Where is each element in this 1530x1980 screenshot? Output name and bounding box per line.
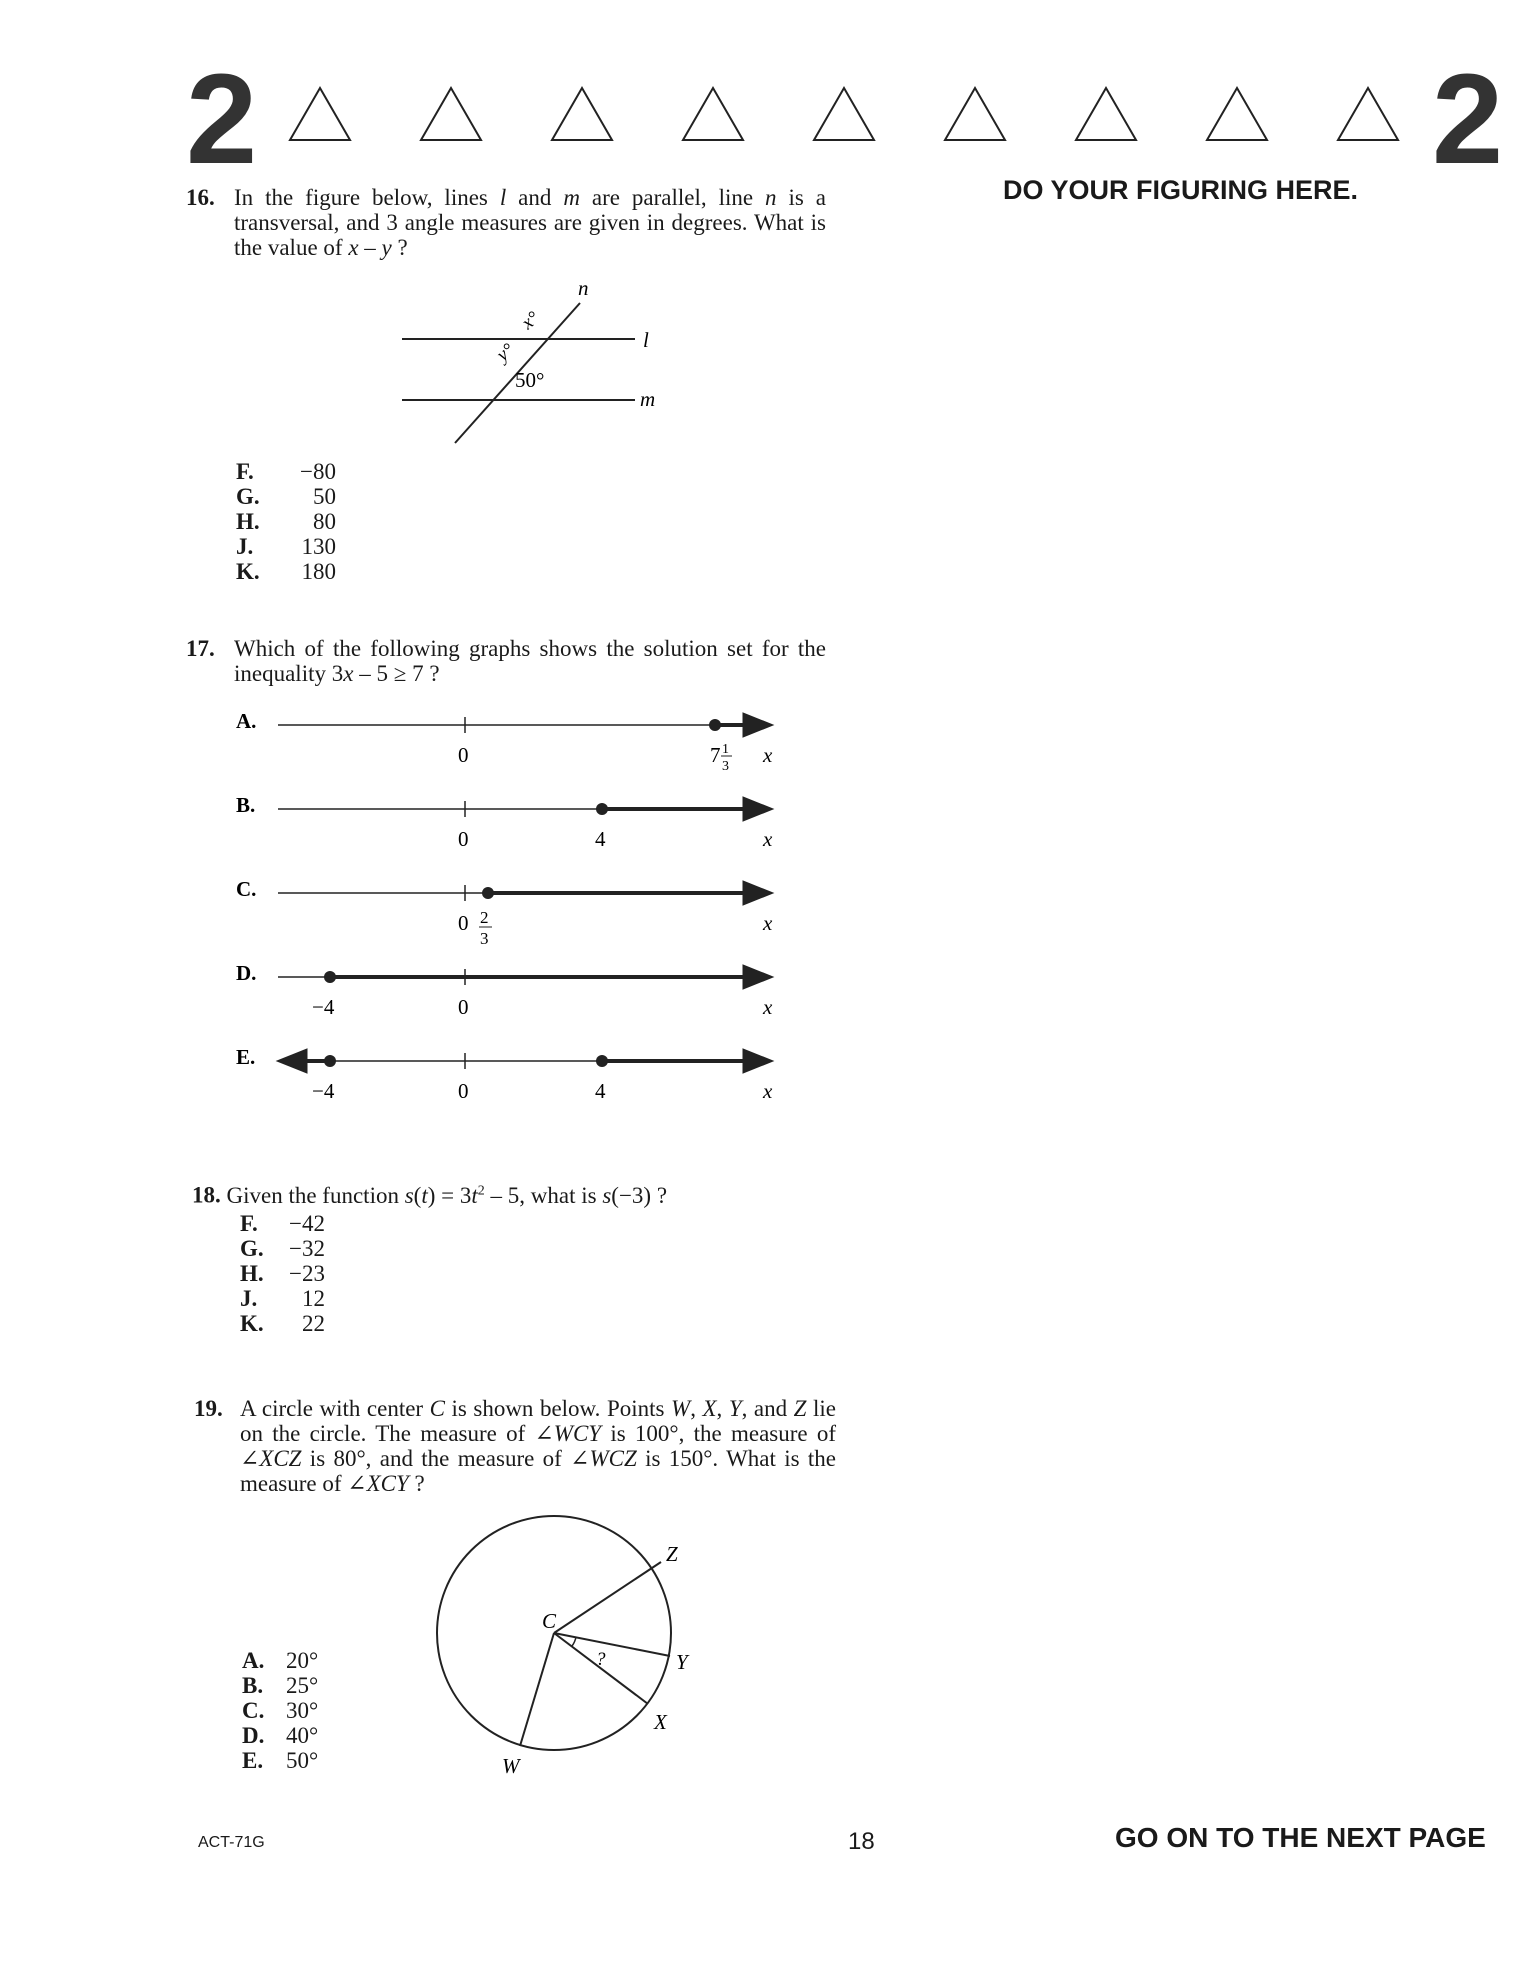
triangle-row bbox=[280, 82, 1430, 148]
answer-choice[interactable]: G. −32 bbox=[240, 1236, 325, 1261]
graph-c[interactable] bbox=[236, 877, 773, 948]
form-code: ACT-71G bbox=[198, 1834, 265, 1851]
figuring-label: DO YOUR FIGURING HERE. bbox=[1003, 175, 1359, 205]
answer-choice[interactable]: G. 50 bbox=[236, 484, 336, 509]
answer-choice[interactable]: J. 130 bbox=[236, 534, 336, 559]
radius-cy bbox=[554, 1633, 670, 1656]
question-18 bbox=[192, 1178, 832, 1208]
label-y: Y bbox=[676, 1650, 688, 1674]
triangle-icon bbox=[814, 88, 874, 140]
question-16 bbox=[186, 185, 826, 260]
question-19 bbox=[194, 1396, 836, 1496]
label-y: y° bbox=[492, 339, 519, 366]
answer-choice[interactable]: J. 12 bbox=[240, 1286, 325, 1311]
label-w: W bbox=[502, 1754, 520, 1778]
answer-choice[interactable]: K. 22 bbox=[240, 1311, 325, 1336]
label-n: n bbox=[578, 276, 589, 300]
answer-choice[interactable]: B. 25° bbox=[242, 1673, 319, 1698]
point-label-den: 3 bbox=[722, 759, 729, 774]
tick-label: 0 bbox=[458, 827, 469, 851]
answer-choice[interactable]: K. 180 bbox=[236, 559, 336, 584]
tick-label: 0 bbox=[458, 743, 469, 767]
graph-d[interactable] bbox=[236, 961, 773, 1019]
page-number: 18 bbox=[848, 1828, 875, 1855]
question-number: 18. bbox=[192, 1182, 221, 1208]
label-question: ? bbox=[596, 1649, 606, 1670]
point-label-whole: 7 bbox=[710, 743, 721, 767]
answer-choice[interactable]: A. 20° bbox=[242, 1648, 319, 1673]
label-l: l bbox=[643, 328, 649, 352]
section-number-right: 2 bbox=[1432, 48, 1504, 191]
tick-label: 0 bbox=[458, 995, 469, 1019]
q16-choices bbox=[236, 459, 336, 584]
answer-choice[interactable]: F. −42 bbox=[240, 1211, 325, 1236]
radius-cz bbox=[554, 1562, 661, 1633]
q19-choices bbox=[242, 1648, 342, 1773]
graph-letter: E. bbox=[236, 1045, 256, 1069]
tick-label: 0 bbox=[458, 1079, 469, 1103]
closed-dot bbox=[482, 887, 494, 899]
label-x: x° bbox=[517, 307, 544, 334]
graph-letter: C. bbox=[236, 877, 257, 901]
frac-num: 2 bbox=[480, 908, 489, 927]
answer-choice[interactable]: F. −80 bbox=[236, 459, 336, 484]
circle-figure bbox=[430, 1500, 720, 1790]
answer-choice[interactable]: C. 30° bbox=[242, 1698, 319, 1723]
radius-cw bbox=[520, 1633, 554, 1746]
question-number: 16. bbox=[186, 185, 215, 210]
graph-letter: B. bbox=[236, 793, 256, 817]
triangle-icon bbox=[683, 88, 743, 140]
graph-e[interactable] bbox=[236, 1045, 773, 1103]
parallel-lines-figure bbox=[390, 275, 670, 450]
triangle-icon bbox=[290, 88, 350, 140]
tick-label: −4 bbox=[312, 995, 335, 1019]
triangle-icon bbox=[1076, 88, 1136, 140]
number-line-graphs bbox=[230, 700, 790, 1120]
var-label: x bbox=[763, 995, 773, 1019]
label-z: Z bbox=[666, 1542, 678, 1566]
next-page-label: GO ON TO THE NEXT PAGE bbox=[1115, 1822, 1486, 1853]
point-label-num: 1 bbox=[722, 742, 729, 757]
answer-choice[interactable]: E. 50° bbox=[242, 1748, 319, 1773]
answer-choice[interactable]: D. 40° bbox=[242, 1723, 319, 1748]
section-number-left: 2 bbox=[186, 48, 258, 191]
triangle-icon bbox=[945, 88, 1005, 140]
question-number: 19. bbox=[194, 1396, 223, 1421]
var-label: x bbox=[763, 827, 773, 851]
closed-dot bbox=[709, 719, 721, 731]
var-label: x bbox=[763, 743, 773, 767]
question-stem: Which of the following graphs shows the solution set for the inequality 3x – 5 ≥ 7 ? bbox=[234, 636, 826, 686]
answer-choice[interactable]: H. 80 bbox=[236, 509, 336, 534]
closed-dot bbox=[324, 971, 336, 983]
closed-dot bbox=[596, 1055, 608, 1067]
q18-choices bbox=[240, 1211, 330, 1336]
label-c: C bbox=[542, 1609, 557, 1633]
triangle-icon bbox=[421, 88, 481, 140]
answer-choice[interactable]: H. −23 bbox=[240, 1261, 325, 1286]
tick-label: 4 bbox=[595, 1079, 606, 1103]
closed-dot bbox=[596, 803, 608, 815]
label-x: X bbox=[654, 1710, 667, 1734]
question-17 bbox=[186, 636, 826, 686]
graph-a[interactable] bbox=[236, 709, 773, 774]
question-stem: A circle with center C is shown below. Points W, X, Y, and Z lie on the circle. The measure of ∠WCY is 100°, the measure of ∠XCZ is 80°, and the measure of ∠WCZ is 150°. What is the measure of ∠XCY ? bbox=[240, 1396, 837, 1496]
closed-dot bbox=[324, 1055, 336, 1067]
tick-label: 0 bbox=[458, 911, 469, 935]
question-number: 17. bbox=[186, 636, 215, 661]
frac-den: 3 bbox=[480, 929, 489, 948]
label-m: m bbox=[640, 387, 656, 411]
question-stem: Given the function $s(t) = 3t^2 - 5$, what is s(−3) ? bbox=[226, 1182, 668, 1208]
tick-label: 4 bbox=[595, 827, 606, 851]
label-50: 50° bbox=[515, 368, 545, 392]
graph-letter: A. bbox=[236, 709, 257, 733]
triangle-icon bbox=[552, 88, 612, 140]
tick-label: −4 bbox=[312, 1079, 335, 1103]
graph-b[interactable] bbox=[236, 793, 773, 851]
triangle-icon bbox=[1338, 88, 1398, 140]
var-label: x bbox=[763, 911, 773, 935]
var-label: x bbox=[763, 1079, 773, 1103]
graph-letter: D. bbox=[236, 961, 257, 985]
question-stem: In the figure below, lines l and m are parallel, line n is a transversal, and 3 angle measures are given in degrees. What is the value of x – y ? bbox=[234, 185, 826, 260]
triangle-icon bbox=[1207, 88, 1267, 140]
